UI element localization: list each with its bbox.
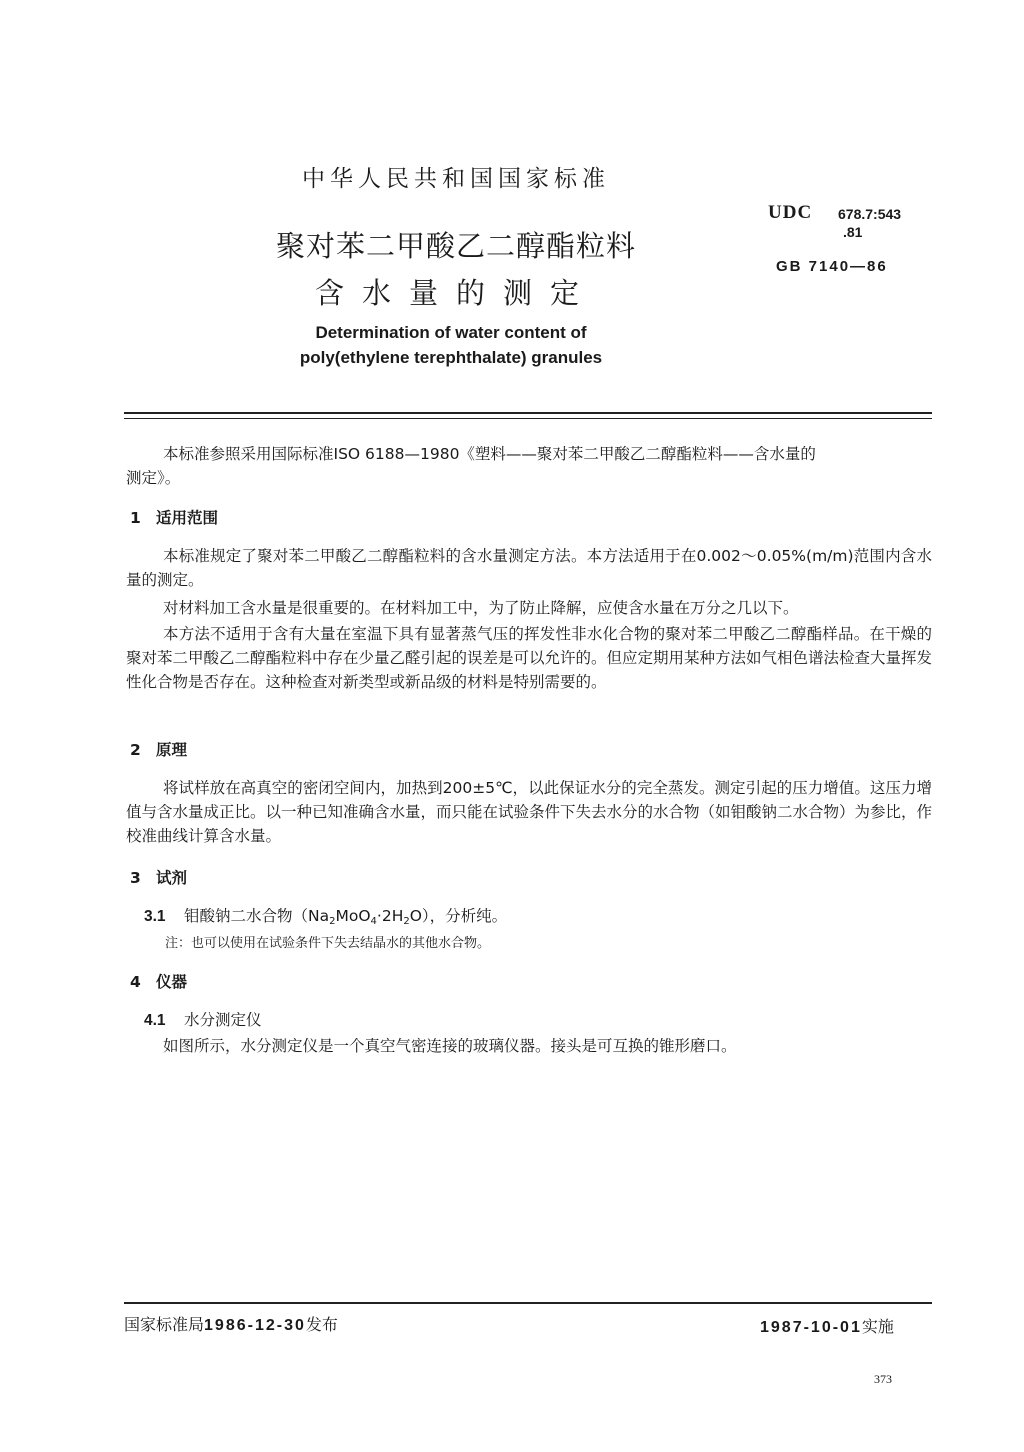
section-1-heading (130, 506, 218, 528)
reagent-sub-d: 4 (370, 916, 377, 927)
section-2-paragraph-1: 将试样放在高真空的密闭空间内，加热到200±5℃，以此保证水分的完全蒸发。测定引起的压力增值。这压力增值与含水量成正比。以一种已知准确含水量，而只能在试验条件下失去水分的水合物（如钼酸钠二水合物）为参比，作校准曲线计算含水量。 (126, 779, 933, 845)
section-1-number: 1 (130, 509, 141, 527)
reagent-text-g: O），分析纯。 (409, 907, 508, 925)
effective-info (760, 1314, 894, 1337)
reagent-text-e: ·2H (376, 907, 404, 925)
section-4-1-number: 4.1 (144, 1012, 166, 1029)
section-4-1-title: 水分测定仪 (184, 1011, 262, 1029)
issue-date: 1986-12-30 (204, 1317, 306, 1334)
section-1-paragraph-3: 本方法不适用于含有大量在室温下具有显著蒸气压的挥发性非水化合物的聚对苯二甲酸乙二醇酯样品。在干燥的聚对苯二甲酸乙二醇酯粒料中存在少量乙醛引起的误差是可以允许的。但应定期用某种方法如气相色谱法检查大量挥发性化合物是否存在。这种检查对新类型或新品级的材料是特别需要的。 (126, 625, 933, 691)
footer-rule (124, 1302, 932, 1304)
gb-standard-code: GB 7140—86 (776, 258, 888, 275)
udc-value: 678.7:543 (838, 206, 902, 222)
effective-date: 1987-10-01 (760, 1319, 862, 1336)
intro-line-1: 本标准参照采用国际标准ISO 6188—1980《塑料——聚对苯二甲酸乙二醇酯粒料——含水量的 (163, 445, 816, 463)
section-2-heading (130, 738, 187, 760)
standard-org-title: 中华人民共和国国家标准 (302, 166, 610, 192)
reagent-sub-f: 2 (403, 916, 410, 927)
header-rule-thin (124, 418, 932, 419)
effective-suffix: 实施 (861, 1317, 894, 1336)
document-title-en-line1: Determination of water content of (315, 323, 587, 342)
section-3-number: 3 (130, 869, 141, 887)
section-4-1-item (144, 1008, 262, 1033)
section-4-1-paragraph: 如图所示，水分测定仪是一个真空气密连接的玻璃仪器。接头是可互换的锥形磨口。 (163, 1037, 737, 1055)
document-title-en-line2: poly(ethylene terephthalate) granules (299, 348, 603, 367)
section-2-title: 原理 (156, 741, 188, 759)
intro-line-2: 测定》。 (126, 469, 181, 487)
section-3-heading (130, 866, 187, 888)
section-2-number: 2 (130, 741, 141, 759)
section-1-paragraph-1: 本标准规定了聚对苯二甲酸乙二醇酯粒料的含水量测定方法。本方法适用于在0.002～0.05%(m/m)范围内含水量的测定。 (126, 547, 932, 589)
document-title-cn-line2: 含水量的测定 (314, 276, 597, 310)
document-title-cn-line1: 聚对苯二甲酸乙二醇酯粒料 (275, 229, 636, 263)
section-3-title: 试剂 (156, 869, 188, 887)
section-1-paragraph-2: 对材料加工含水量是很重要的。在材料加工中，为了防止降解，应使含水量在万分之几以下。 (163, 599, 799, 617)
issue-info (124, 1312, 338, 1335)
header-rule-thick (124, 412, 932, 414)
reagent-sub-a: 2 (329, 916, 336, 927)
page-number: 373 (874, 1372, 892, 1386)
section-4-heading (130, 970, 187, 992)
section-3-1-item (144, 904, 507, 929)
section-3-note: 注：也可以使用在试验条件下失去结晶水的其他水合物。 (165, 936, 491, 951)
udc-label: UDC (768, 202, 813, 223)
issuer: 国家标准局 (124, 1315, 205, 1334)
udc-value-continuation: .81 (843, 224, 863, 240)
issue-suffix: 发布 (305, 1315, 338, 1334)
reagent-text-c: MoO (335, 907, 371, 925)
section-4-number: 4 (130, 973, 141, 991)
section-4-title: 仪器 (156, 973, 188, 991)
section-3-1-number: 3.1 (144, 908, 166, 925)
reagent-text-a: 钼酸钠二水合物（Na (184, 907, 330, 925)
section-1-title: 适用范围 (156, 509, 219, 527)
